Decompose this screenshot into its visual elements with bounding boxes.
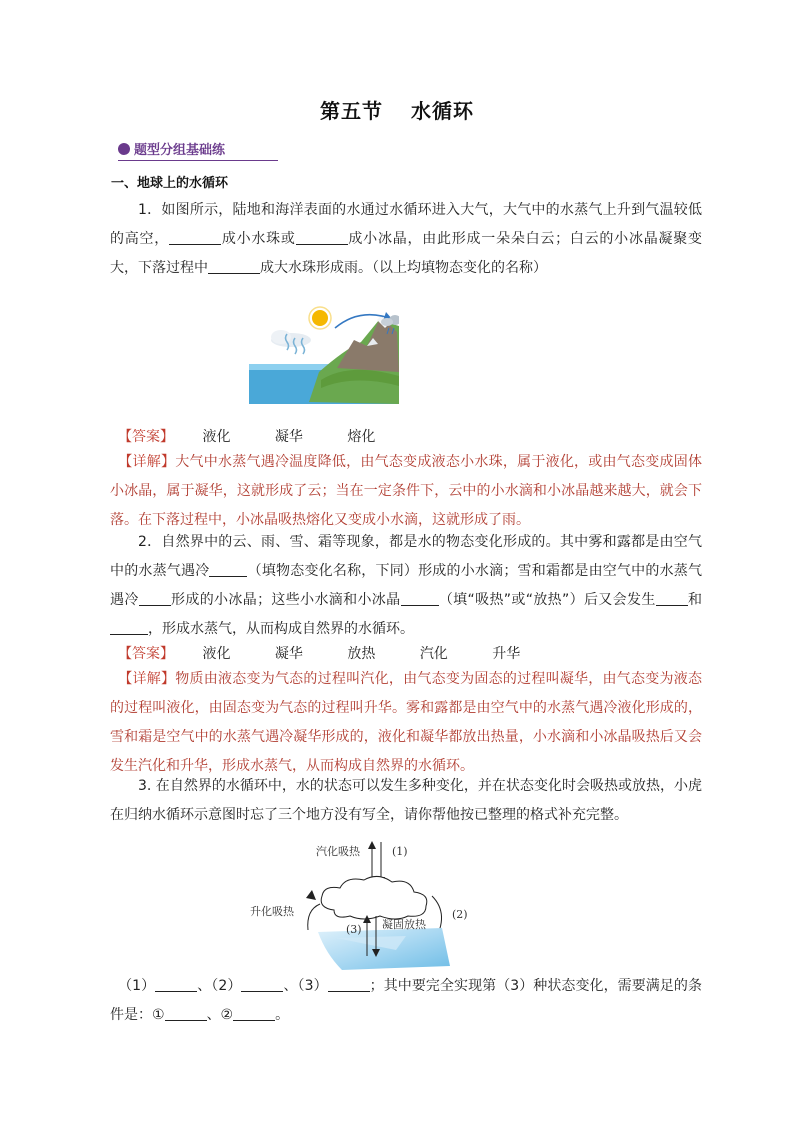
q1-answer-3: 熔化: [347, 429, 376, 445]
q2-answer-5: 升华: [492, 646, 521, 662]
q2-detail: 【详解】物质由液态变为气态的过程叫汽化，由气态变为固态的过程叫凝华，由气态变为液态的过程叫液化，由固态变为气态的过程叫升华。雾和露都是由空气中的水蒸气遇冷液化形成的，雪和霜是空气中的水蒸气遇冷凝华形成的，液化和凝华都放出热量，小水滴和小冰晶吸热后又会发生汽化和升华，形成水蒸气，从而构成自然界的水循环。: [110, 671, 703, 774]
answer-blank[interactable]: [169, 230, 221, 245]
answer-blank[interactable]: [401, 591, 439, 606]
section-badge: [118, 139, 278, 161]
water-cycle-diagram: [246, 838, 476, 970]
q2-answer-4: 汽化: [419, 646, 448, 662]
title-topic: 水循环: [411, 99, 474, 123]
water-cycle-illustration: [249, 302, 399, 404]
answer-blank[interactable]: [165, 1006, 207, 1021]
q1-answer-1: 液化: [202, 429, 231, 445]
q2-answer-2: 凝华: [274, 646, 303, 662]
answer-blank[interactable]: [155, 977, 197, 992]
page-title: [0, 95, 794, 124]
answer-blank[interactable]: [296, 230, 348, 245]
section-heading: 一、地球上的水循环: [111, 176, 229, 191]
title-section: 第五节: [320, 99, 383, 123]
question-1: 1．如图所示，陆地和海洋表面的水通过水循环进入大气，大气中的水蒸气上升到气温较低的高空， 成小水珠或 成小冰晶，由此形成一朵朵白云；白云的小冰晶凝聚变大，下落过程中 成大水珠形成雨。（以上均填物态变化的名称）: [110, 202, 703, 276]
answer-blank[interactable]: [208, 259, 260, 274]
q2-answer-3: 放热: [347, 646, 376, 662]
answer-blank[interactable]: [656, 591, 688, 606]
fig-label-top-left: 汽化吸热: [316, 845, 360, 858]
fig-label-inner-right: 凝固放热: [382, 918, 426, 931]
q2-answer-1: 液化: [202, 646, 231, 662]
question-3-answers: （1） 、（2） 、（3） ；其中要完全实现第（3）种状态变化，需要满足的条件是：① 、② 。: [110, 978, 702, 1023]
answer-blank[interactable]: [233, 1006, 275, 1021]
answer-blank[interactable]: [110, 620, 148, 635]
q1-detail: 【详解】大气中水蒸气遇冷温度降低，由气态变成液态小水珠，属于液化，或由气态变成固体小冰晶，属于凝华，这就形成了云；当在一定条件下，云中的小水滴和小冰晶越来越大，就会下落。在下落过程中，小冰晶吸热熔化又变成小水滴，这就形成了雨。: [110, 454, 703, 528]
badge-label: 题型分组基础练: [134, 143, 226, 158]
q2-answer: 【答案】 液化 凝华 放热 汽化 升华: [118, 643, 560, 665]
q1-answer: 【答案】 液化 凝华 熔化: [118, 426, 415, 448]
answer-blank[interactable]: [328, 977, 370, 992]
fig-label-top-right: (1): [392, 845, 408, 858]
answer-blank[interactable]: [209, 562, 247, 577]
q1-answer-2: 凝华: [274, 429, 303, 445]
question-2: 2．自然界中的云、雨、雪、霜等现象，都是水的物态变化形成的。其中雾和露都是由空气中的水蒸气遇冷 （填物态变化名称，下同）形成的小水滴；雪和霜都是由空气中的水蒸气遇冷 形成的小冰晶；这些小水滴和小冰晶 （填“吸热”或“放热”）后又会发生 和，形成水蒸气，从而构成自然界的水循环。: [110, 534, 703, 637]
fig-label-left: 升化吸热: [250, 905, 294, 918]
fig-label-inner-left: (3): [346, 923, 362, 936]
answer-blank[interactable]: [139, 591, 171, 606]
question-3: 3. 在自然界的水循环中，水的状态可以发生多种变化，并在状态变化时会吸热或放热，小虎在归纳水循环示意图时忘了三个地方没有写全，请你帮他按已整理的格式补充完整。: [110, 778, 702, 823]
bullet-dot-icon: [118, 143, 130, 155]
fig-label-right: (2): [452, 908, 468, 921]
answer-blank[interactable]: [241, 977, 283, 992]
